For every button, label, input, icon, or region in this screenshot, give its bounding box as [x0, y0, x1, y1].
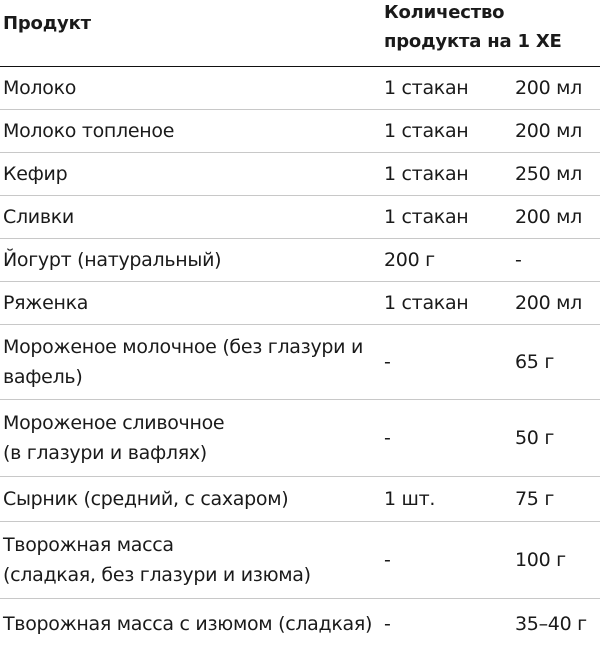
table-row [0, 196, 600, 239]
product-name [3, 484, 288, 514]
product-name-line2: (сладкая, без глазури и изюма) [3, 564, 311, 586]
product-name-line1: Мороженое молочное (без глазури и [3, 336, 363, 358]
product-name-line2: вафель) [3, 366, 83, 388]
table-row [0, 522, 600, 599]
product-volume: 250 мл [515, 163, 582, 185]
product-name [3, 332, 363, 392]
header-quantity [384, 0, 562, 56]
product-name-line1: Мороженое сливочное [3, 412, 225, 434]
product-amount: 200 г [384, 249, 435, 271]
product-amount: - [384, 427, 391, 449]
product-volume: 100 г [515, 549, 566, 571]
table-row [0, 110, 600, 153]
table-row [0, 239, 600, 282]
product-name [3, 73, 76, 103]
product-volume: - [515, 249, 522, 271]
product-amount: 1 стакан [384, 77, 469, 99]
table-row [0, 477, 600, 522]
header-product: Продукт [3, 13, 91, 34]
product-amount: 1 стакан [384, 120, 469, 142]
product-volume: 65 г [515, 351, 554, 373]
product-name [3, 116, 174, 146]
product-amount: - [384, 613, 391, 635]
product-volume: 50 г [515, 427, 554, 449]
product-name-line1: Молоко топленое [3, 120, 175, 142]
table-body [0, 67, 600, 649]
product-name-line1: Ряженка [3, 292, 89, 314]
product-volume: 200 мл [515, 206, 582, 228]
product-name [3, 288, 88, 318]
product-name [3, 202, 74, 232]
table-row [0, 325, 600, 400]
product-name-line2: (в глазури и вафлях) [3, 442, 207, 464]
product-volume: 200 мл [515, 77, 582, 99]
product-amount: 1 стакан [384, 163, 469, 185]
product-name [3, 159, 67, 189]
product-name [3, 408, 224, 468]
product-name-line1: Кефир [3, 163, 68, 185]
product-name-line1: Творожная масса с изюмом (сладкая) [3, 613, 373, 635]
table-row [0, 153, 600, 196]
table-row [0, 599, 600, 649]
product-name-line1: Творожная масса [3, 534, 174, 556]
product-name-line1: Молоко [3, 77, 77, 99]
table-row [0, 282, 600, 325]
product-volume: 200 мл [515, 120, 582, 142]
table-row [0, 67, 600, 110]
product-volume: 75 г [515, 488, 554, 510]
product-amount: - [384, 351, 391, 373]
product-name-line1: Йогурт (натуральный) [3, 249, 222, 271]
product-amount: 1 стакан [384, 206, 469, 228]
table-row [0, 400, 600, 477]
header-quantity-line2: продукта на 1 ХЕ [384, 31, 562, 52]
product-amount: - [384, 549, 391, 571]
product-name-line1: Сливки [3, 206, 74, 228]
header-quantity-line1: Количество [384, 2, 505, 23]
product-name [3, 245, 221, 275]
product-amount: 1 шт. [384, 488, 436, 510]
table-header [0, 0, 600, 67]
product-volume: 200 мл [515, 292, 582, 314]
product-name [3, 609, 372, 639]
product-name [3, 530, 311, 590]
product-volume: 35–40 г [515, 613, 587, 635]
product-amount: 1 стакан [384, 292, 469, 314]
product-name-line1: Сырник (средний, с сахаром) [3, 488, 289, 510]
